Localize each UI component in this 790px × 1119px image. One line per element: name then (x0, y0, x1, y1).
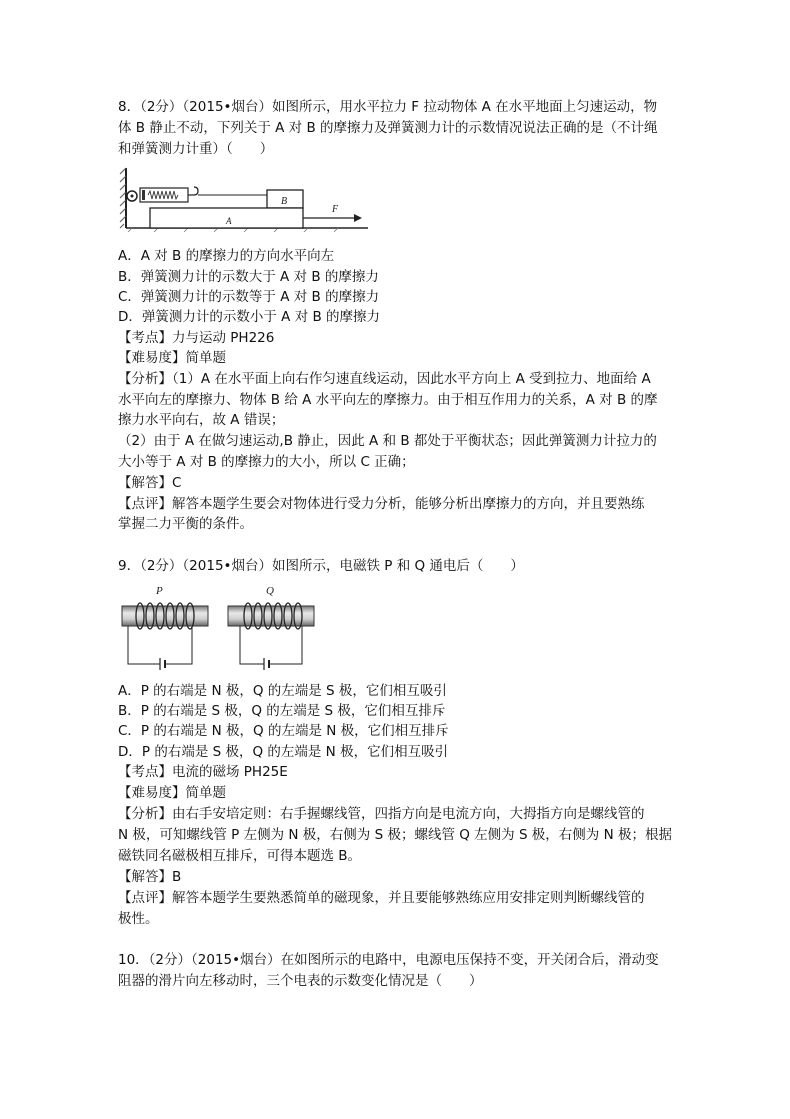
q8-figure-spring-scale (118, 166, 368, 232)
q9-option-c: C．P 的右端是 N 极，Q 的左端是 N 极，它们相互排斥 (118, 723, 449, 739)
q9-dianping-line-2: 极性。 (118, 911, 159, 927)
q9-option-d: D．P 的右端是 S 极，Q 的左端是 N 极，它们相互吸引 (118, 744, 449, 760)
q8-dianping-line-2: 掌握二力平衡的条件。 (118, 516, 253, 532)
q9-fenxi-line-2: N 极，可知螺线管 P 左侧为 N 极，右侧为 S 极；螺线管 Q 左侧为 S 极，右侧为 N 极；根据 (118, 827, 672, 843)
q8-fenxi-line-4: （2）由于 A 在做匀速运动,B 静止，因此 A 和 B 都处于平衡状态；因此弹簧测力计拉力的 (118, 433, 657, 449)
q8-label-f: F (332, 204, 339, 215)
q8-option-a: A．A 对 B 的摩擦力的方向水平向左 (118, 248, 335, 264)
q8-stem-line-1: 8．（2分）（2015•烟台）如图所示，用水平拉力 F 拉动物体 A 在水平地面上匀速运动，物 (118, 99, 658, 115)
q8-fenxi-line-2: 水平向左的摩擦力、物体 B 给 A 水平向左的摩擦力。由于相互作用力的关系，A 对 B 的摩 (118, 392, 658, 408)
q8-fenxi-line-5: 大小等于 A 对 B 的摩擦力的大小，所以 C 正确； (118, 454, 415, 470)
q10-stem-line-1: 10．（2分）（2015•烟台）在如图所示的电路中，电源电压保持不变，开关闭合后，滑动变 (118, 952, 659, 968)
q8-label-a: A (226, 216, 232, 226)
q8-nandu: 【难易度】简单题 (118, 350, 226, 366)
q10-stem-line-2: 阻器的滑片向左移动时，三个电表的示数变化情况是（ ） (118, 973, 483, 989)
q8-stem-line-3: 和弹簧测力计重）（ ） (118, 141, 274, 157)
q8-stem-line-2: 体 B 静止不动，下列关于 A 对 B 的摩擦力及弹簧测力计的示数情况说法正确的是（不计绳 (118, 120, 658, 136)
q9-label-q: Q (266, 585, 274, 597)
q8-jieda: 【解答】C (118, 475, 182, 491)
q8-fenxi-line-3: 擦力水平向右，故 A 错误； (118, 412, 285, 428)
q9-label-p: P (156, 585, 163, 597)
q9-option-a: A．P 的右端是 N 极，Q 的左端是 S 极，它们相互吸引 (118, 683, 447, 699)
q9-dianping-line-1: 【点评】解答本题学生要熟悉简单的磁现象，并且要能够熟练应用安排定则判断螺线管的 (118, 890, 645, 906)
q8-kaodian: 【考点】力与运动 PH226 (118, 330, 275, 346)
q9-figure-electromagnets (118, 580, 318, 672)
q9-kaodian: 【考点】电流的磁场 PH25E (118, 764, 288, 780)
q9-fenxi-line-1: 【分析】由右手安培定则：右手握螺线管，四指方向是电流方向，大拇指方向是螺线管的 (118, 806, 645, 822)
q9-jieda: 【解答】B (118, 869, 182, 885)
q8-dianping-line-1: 【点评】解答本题学生要会对物体进行受力分析，能够分析出摩擦力的方向，并且要熟练 (118, 496, 645, 512)
q8-option-d: D．弹簧测力计的示数小于 A 对 B 的摩擦力 (118, 309, 381, 325)
q9-option-b: B．P 的右端是 S 极，Q 的左端是 S 极，它们相互排斥 (118, 703, 446, 719)
q8-option-b: B．弹簧测力计的示数大于 A 对 B 的摩擦力 (118, 269, 379, 285)
q9-nandu: 【难易度】简单题 (118, 785, 226, 801)
q9-stem: 9．（2分）（2015•烟台）如图所示，电磁铁 P 和 Q 通电后（ ） (118, 558, 524, 574)
q8-option-c: C．弹簧测力计的示数等于 A 对 B 的摩擦力 (118, 289, 380, 305)
q8-fenxi-line-1: 【分析】（1）A 在水平面上向右作匀速直线运动，因此水平方向上 A 受到拉力、地面给 A (118, 371, 651, 387)
q9-fenxi-line-3: 磁铁同名磁极相互排斥，可得本题选 B。 (118, 848, 362, 864)
q8-label-b: B (281, 196, 288, 207)
